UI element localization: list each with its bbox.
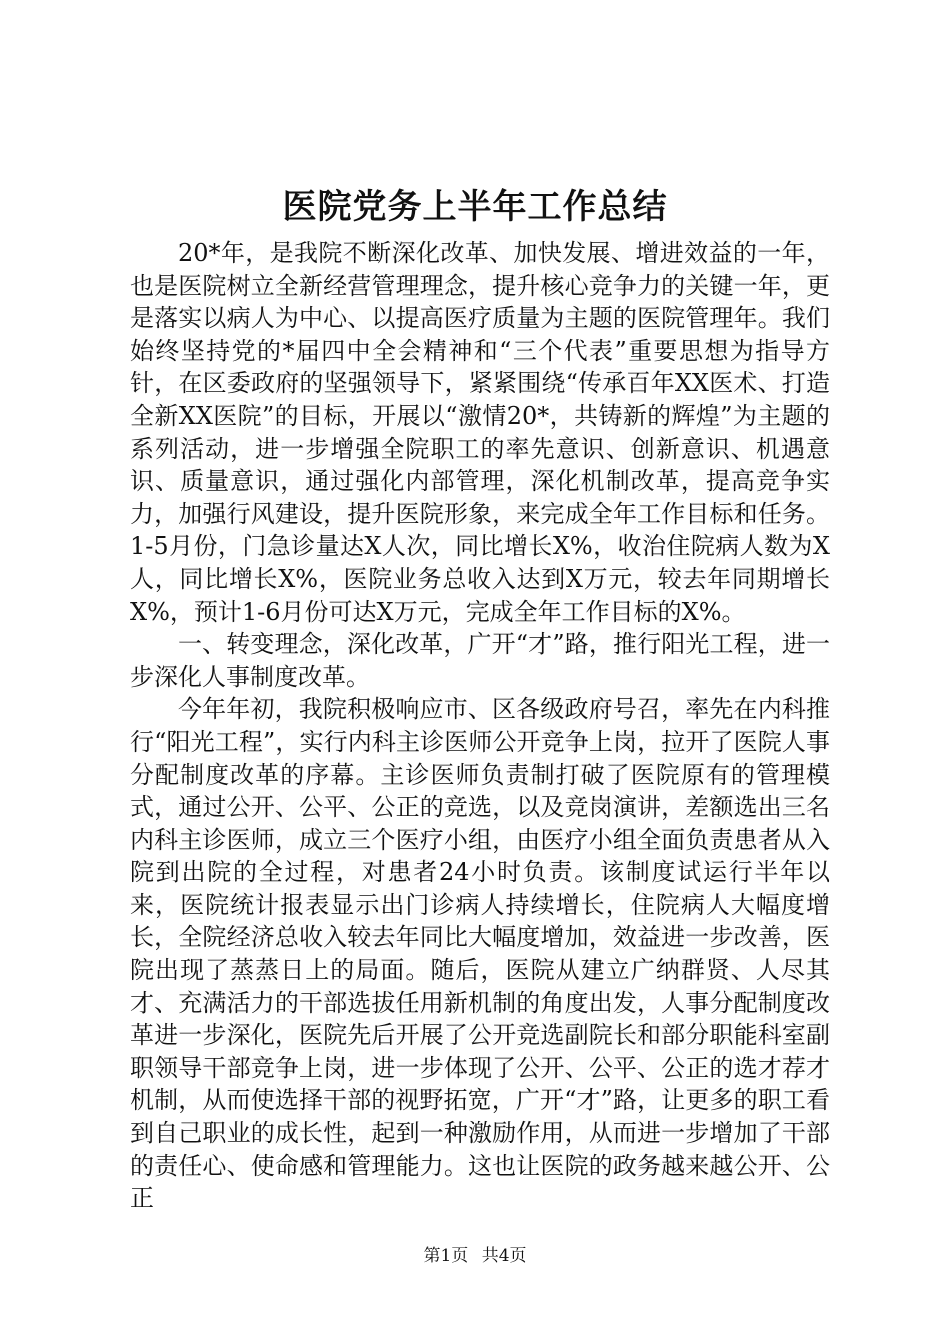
paragraph-section-body: 今年年初，我院积极响应市、区各级政府号召，率先在内科推行“阳光工程”，实行内科主诊医师公开竞争上岗，拉开了医院人事分配制度改革的序幕。主诊医师负责制打破了医院原有的管理模式，通过公开、公平、公正的竞选，以及竞岗演讲，差额选出三名内科主诊医师，成立三个医疗小组，由医疗小组全面负责患者从入院到出院的全过程，对患者24小时负责。该制度试运行半年以来，医院统计报表显示出门诊病人持续增长，住院病人大幅度增长，全院经济总收入较去年同比大幅度增加，效益进一步改善，医院出现了蒸蒸日上的局面。随后，医院从建立广纳群贤、人尽其才、充满活力的干部选拔任用新机制的角度出发，人事分配制度改革进一步深化，医院先后开展了公开竞选副院长和部分职能科室副职领导干部竞争上岗，进一步体现了公开、公平、公正的选才荐才机制，从而使选择干部的视野拓宽，广开“才”路，让更多的职工看到自己职业的成长性，起到一种激励作用，从而进一步增加了干部的责任心、使命感和管理能力。这也让医院的政务越来越公开、公正 — [130, 695, 830, 1213]
document-title: 医院党务上半年工作总结 — [282, 187, 668, 227]
page-footer — [0, 1244, 950, 1268]
page-total: 共4页 — [481, 1246, 527, 1266]
paragraph-intro: 20*年，是我院不断深化改革、加快发展、增进效益的一年，也是医院树立全新经营管理理念，提升核心竞争力的关键一年，更是落实以病人为中心、以提高医疗质量为主题的医院管理年。我们始终坚持党的*届四中全会精神和“三个代表”重要思想为指导方针，在区委政府的坚强领导下，紧紧围绕“传承百年XX医术、打造全新XX医院”的目标，开展以“激情20*，共铸新的辉煌”为主题的系列活动，进一步增强全院职工的率先意识、创新意识、机遇意识、质量意识，通过强化内部管理，深化机制改革，提高竞争实力，加强行风建设，提升医院形象，来完成全年工作目标和任务。1-5月份，门急诊量达X人次，同比增长X%，收治住院病人数为X人，同比增长X%，医院业务总收入达到X万元，较去年同期增长X%，预计1-6月份可达X万元，完成全年工作目标的X%。 — [130, 239, 830, 626]
paragraph-section-heading: 一、转变理念，深化改革，广开“才”路，推行阳光工程，进一步深化人事制度改革。 — [130, 630, 830, 691]
document-body — [130, 237, 830, 1215]
page-number: 第1页 — [423, 1246, 469, 1266]
